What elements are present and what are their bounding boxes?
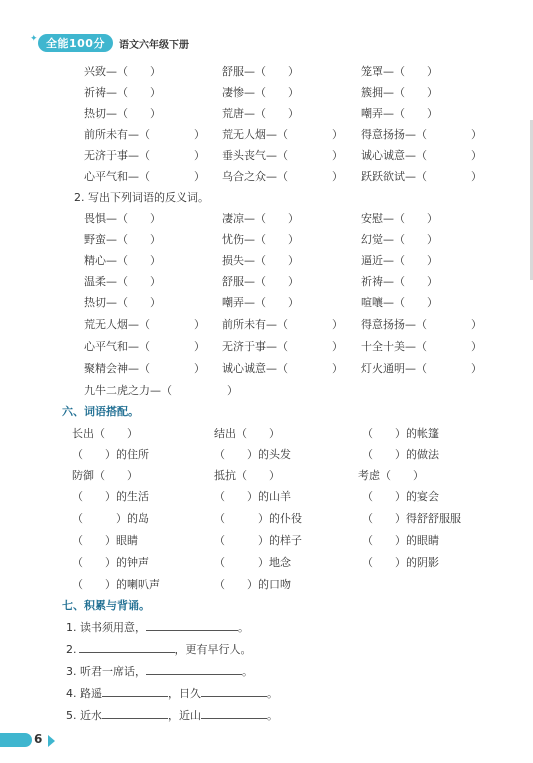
word-item: 前所未有—（ ）: [84, 128, 205, 141]
arrow-right-icon: [48, 735, 55, 747]
recite-item-1: [66, 619, 249, 635]
word-item: 乌合之众—（ ）: [222, 170, 343, 183]
word-item: 热切—（ ）: [84, 107, 161, 120]
answer-blank[interactable]: [146, 619, 238, 631]
section-title: 六、词语搭配。: [62, 405, 139, 418]
word-item: 得意扬扬—（ ）: [361, 128, 482, 141]
word-item: 损失—（ ）: [222, 254, 299, 267]
match-item: （ ）眼睛: [72, 534, 138, 547]
word-item: 灯火通明—（ ）: [361, 362, 482, 375]
brand-badge: 全能100分: [38, 34, 113, 52]
word-item: 嘲弄—（ ）: [361, 107, 438, 120]
item-text: 3. 听君一席话，: [66, 665, 146, 678]
recite-item-2: [66, 641, 252, 657]
match-item: （ ）的住所: [72, 448, 149, 461]
item-text: 。: [242, 665, 253, 678]
recite-item-4: [66, 685, 278, 701]
section-title: 七、积累与背诵。: [62, 599, 150, 612]
word-item: 畏惧—（ ）: [84, 212, 161, 225]
item-text: 。: [267, 709, 278, 722]
recite-item-3: [66, 663, 253, 679]
match-item: （ ）的做法: [362, 448, 439, 461]
question-title: 2. 写出下列词语的反义词。: [74, 191, 209, 204]
word-item: 凄惨—（ ）: [222, 86, 299, 99]
word-item: 诚心诚意—（ ）: [361, 149, 482, 162]
word-item: 九牛二虎之力—（ ）: [84, 384, 238, 397]
recite-item-5: [66, 707, 278, 723]
word-item: 跃跃欲试—（ ）: [361, 170, 482, 183]
word-item: 无济于事—（ ）: [222, 340, 343, 353]
word-item: 心平气和—（ ）: [84, 340, 205, 353]
item-text: 1. 读书须用意，: [66, 621, 146, 634]
word-item: 喧嚷—（ ）: [361, 296, 438, 309]
word-item: 笼罩—（ ）: [361, 65, 438, 78]
word-item: 幻觉—（ ）: [361, 233, 438, 246]
item-text: 2.: [66, 643, 77, 656]
item-text: ，近山: [168, 709, 201, 722]
word-item: 逼近—（ ）: [361, 254, 438, 267]
match-item: （ ）的阴影: [362, 556, 439, 569]
word-item: 热切—（ ）: [84, 296, 161, 309]
match-item: （ ）的样子: [214, 534, 302, 547]
match-item: （ ）的帐篷: [362, 427, 439, 440]
word-item: 野蛮—（ ）: [84, 233, 161, 246]
answer-blank[interactable]: [146, 663, 242, 675]
word-item: 荒无人烟—（ ）: [222, 128, 343, 141]
match-item: （ ）的山羊: [214, 490, 291, 503]
word-item: 祈祷—（ ）: [361, 275, 438, 288]
book-title: 语文六年级下册: [118, 39, 189, 51]
word-item: 凄凉—（ ）: [222, 212, 299, 225]
answer-blank[interactable]: [201, 685, 267, 697]
page-number: 6: [34, 732, 43, 746]
word-item: 兴致—（ ）: [84, 65, 161, 78]
match-item: 防御（ ）: [72, 469, 138, 482]
word-item: 十全十美—（ ）: [361, 340, 482, 353]
word-item: 祈祷—（ ）: [84, 86, 161, 99]
word-item: 精心—（ ）: [84, 254, 161, 267]
match-item: （ ）的岛: [72, 512, 149, 525]
item-text: ，更有早行人。: [174, 643, 252, 656]
match-item: 结出（ ）: [214, 427, 280, 440]
match-item: （ ）的眼睛: [362, 534, 439, 547]
match-item: 抵抗（ ）: [214, 469, 280, 482]
answer-blank[interactable]: [102, 707, 168, 719]
match-item: （ ）的生活: [72, 490, 149, 503]
match-item: 考虑（ ）: [358, 469, 424, 482]
word-item: 温柔—（ ）: [84, 275, 161, 288]
match-item: （ ）的头发: [214, 448, 291, 461]
answer-blank[interactable]: [201, 707, 267, 719]
word-item: 舒服—（ ）: [222, 65, 299, 78]
page-footer: [0, 730, 80, 750]
word-item: 无济于事—（ ）: [84, 149, 205, 162]
match-item: （ ）的钟声: [72, 556, 149, 569]
word-item: 聚精会神—（ ）: [84, 362, 205, 375]
word-item: 舒服—（ ）: [222, 275, 299, 288]
item-text: 。: [267, 687, 278, 700]
word-item: 心平气和—（ ）: [84, 170, 205, 183]
word-item: 垂头丧气—（ ）: [222, 149, 343, 162]
word-item: 忧伤—（ ）: [222, 233, 299, 246]
word-item: 荒唐—（ ）: [222, 107, 299, 120]
item-text: 5. 近水: [66, 709, 102, 722]
word-item: 诚心诚意—（ ）: [222, 362, 343, 375]
word-item: 安慰—（ ）: [361, 212, 438, 225]
match-item: （ ）地念: [214, 556, 291, 569]
match-item: （ ）的喇叭声: [72, 578, 160, 591]
match-item: （ ）得舒舒服服: [362, 512, 461, 525]
word-item: 簇拥—（ ）: [361, 86, 438, 99]
page-header: [38, 34, 189, 52]
item-text: 。: [238, 621, 249, 634]
match-item: 长出（ ）: [72, 427, 138, 440]
match-item: （ ）的宴会: [362, 490, 439, 503]
match-item: （ ）的口吻: [214, 578, 291, 591]
page-tab-decoration: [0, 733, 32, 747]
word-item: 前所未有—（ ）: [222, 318, 343, 331]
word-item: 嘲弄—（ ）: [222, 296, 299, 309]
match-item: （ ）的仆役: [214, 512, 302, 525]
answer-blank[interactable]: [102, 685, 168, 697]
word-item: 得意扬扬—（ ）: [361, 318, 482, 331]
item-text: ，日久: [168, 687, 201, 700]
word-item: 荒无人烟—（ ）: [84, 318, 205, 331]
star-decoration-icon: ✦: [30, 34, 38, 44]
answer-blank[interactable]: [79, 641, 175, 653]
item-text: 4. 路遥: [66, 687, 102, 700]
